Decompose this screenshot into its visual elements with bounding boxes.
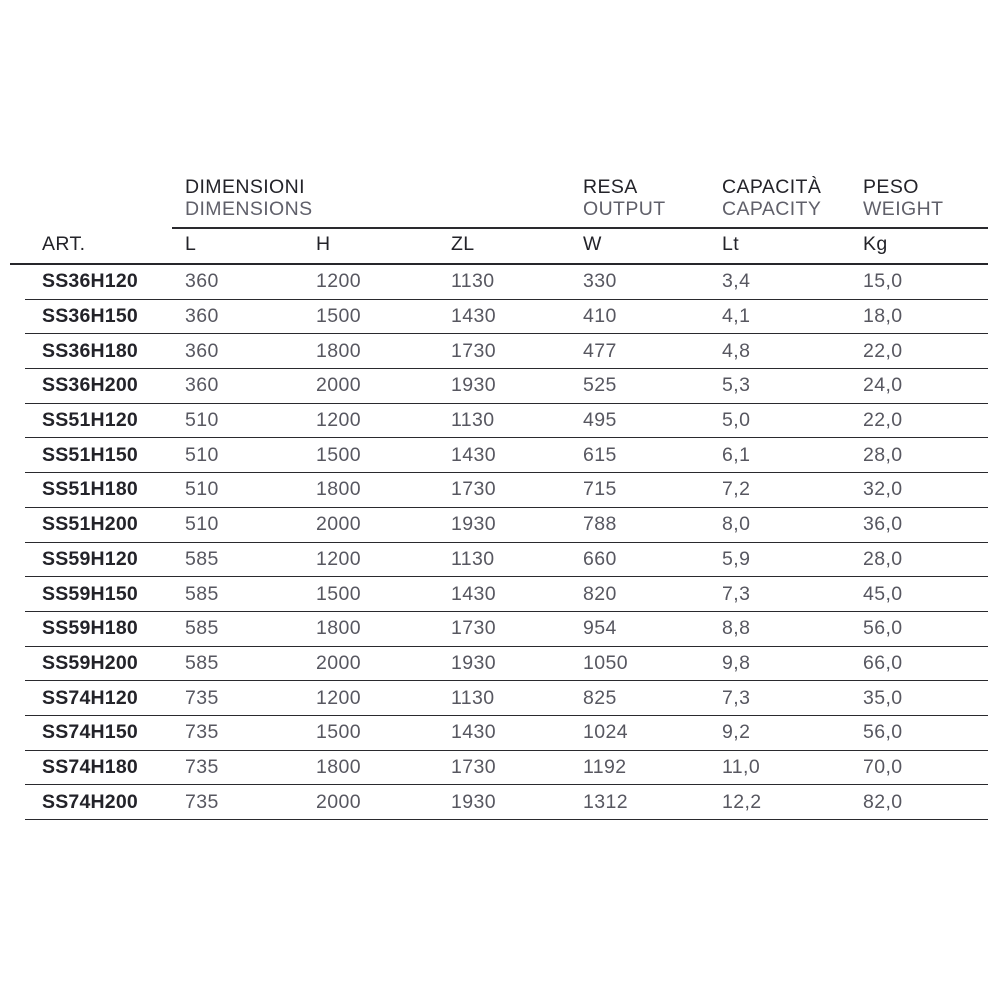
cell-value: 22,0 bbox=[863, 409, 903, 432]
cell-value: 330 bbox=[583, 270, 617, 293]
cell-value: 4,8 bbox=[722, 339, 751, 362]
cell-value: 8,8 bbox=[722, 617, 751, 640]
group-output bbox=[583, 176, 722, 220]
cell-value: 28,0 bbox=[863, 547, 903, 570]
cell-value: 1130 bbox=[451, 686, 495, 709]
cell-value: 1430 bbox=[451, 305, 496, 328]
cell-value: 66,0 bbox=[863, 651, 903, 674]
cell-value: 1800 bbox=[316, 478, 361, 501]
table-row bbox=[25, 300, 988, 335]
table-row bbox=[25, 473, 988, 508]
cell-article-code: SS74H180 bbox=[42, 755, 138, 778]
cell-article-code: SS51H180 bbox=[42, 478, 138, 501]
column-header-kg: Kg bbox=[863, 233, 888, 255]
cell-article-code: SS74H150 bbox=[42, 721, 138, 744]
cell-value: 7,3 bbox=[722, 686, 751, 709]
cell-value: 1430 bbox=[451, 582, 496, 605]
column-header-w: W bbox=[583, 233, 602, 255]
cell-value: 1930 bbox=[451, 790, 496, 813]
cell-value: 360 bbox=[185, 339, 219, 362]
cell-value: 715 bbox=[583, 478, 617, 501]
group-dimensions-label-en: DIMENSIONS bbox=[185, 198, 313, 220]
cell-value: 735 bbox=[185, 755, 219, 778]
cell-value: 585 bbox=[185, 547, 219, 570]
cell-value: 7,3 bbox=[722, 582, 751, 605]
cell-value: 1430 bbox=[451, 721, 496, 744]
cell-value: 1430 bbox=[451, 443, 496, 466]
cell-value: 477 bbox=[583, 339, 617, 362]
cell-value: 56,0 bbox=[863, 721, 903, 744]
cell-article-code: SS59H150 bbox=[42, 582, 138, 605]
cell-value: 1200 bbox=[316, 547, 361, 570]
cell-value: 9,8 bbox=[722, 651, 751, 674]
table-row bbox=[25, 577, 988, 612]
cell-value: 1192 bbox=[583, 755, 627, 778]
group-dimensions bbox=[185, 176, 583, 220]
cell-value: 360 bbox=[185, 270, 219, 293]
cell-value: 82,0 bbox=[863, 790, 903, 813]
cell-value: 18,0 bbox=[863, 305, 903, 328]
table-column-header-row bbox=[10, 233, 988, 265]
cell-value: 1024 bbox=[583, 721, 628, 744]
cell-value: 585 bbox=[185, 651, 219, 674]
cell-value: 1800 bbox=[316, 617, 361, 640]
cell-article-code: SS74H200 bbox=[42, 790, 138, 813]
group-weight-label-en: WEIGHT bbox=[863, 198, 944, 220]
cell-value: 11,0 bbox=[722, 755, 761, 778]
cell-value: 788 bbox=[583, 513, 617, 536]
cell-value: 735 bbox=[185, 686, 219, 709]
group-dimensions-label-it: DIMENSIONI bbox=[185, 176, 305, 198]
cell-value: 56,0 bbox=[863, 617, 903, 640]
cell-value: 6,1 bbox=[722, 443, 751, 466]
cell-value: 1800 bbox=[316, 339, 361, 362]
column-header-art: ART. bbox=[42, 233, 86, 255]
cell-value: 15,0 bbox=[863, 270, 903, 293]
cell-value: 360 bbox=[185, 374, 219, 397]
cell-value: 360 bbox=[185, 305, 219, 328]
group-weight-label-it: PESO bbox=[863, 176, 919, 198]
cell-value: 1930 bbox=[451, 651, 496, 674]
cell-value: 5,3 bbox=[722, 374, 751, 397]
cell-value: 7,2 bbox=[722, 478, 751, 501]
cell-value: 5,0 bbox=[722, 409, 751, 432]
column-header-h: H bbox=[316, 233, 331, 255]
cell-value: 510 bbox=[185, 478, 219, 501]
cell-value: 1200 bbox=[316, 409, 361, 432]
cell-value: 22,0 bbox=[863, 339, 903, 362]
cell-value: 1730 bbox=[451, 617, 496, 640]
column-header-lt: Lt bbox=[722, 233, 740, 255]
cell-value: 24,0 bbox=[863, 374, 903, 397]
cell-value: 825 bbox=[583, 686, 617, 709]
cell-value: 28,0 bbox=[863, 443, 903, 466]
cell-value: 12,2 bbox=[722, 790, 762, 813]
cell-article-code: SS74H120 bbox=[42, 686, 138, 709]
table-row bbox=[25, 647, 988, 682]
table-row bbox=[25, 751, 988, 786]
cell-value: 5,9 bbox=[722, 547, 751, 570]
cell-value: 2000 bbox=[316, 790, 361, 813]
cell-value: 735 bbox=[185, 721, 219, 744]
table-row bbox=[25, 265, 988, 300]
cell-article-code: SS59H180 bbox=[42, 617, 138, 640]
group-weight bbox=[863, 176, 988, 220]
cell-value: 510 bbox=[185, 443, 219, 466]
cell-article-code: SS51H120 bbox=[42, 409, 138, 432]
table-group-header bbox=[172, 176, 988, 229]
cell-value: 1200 bbox=[316, 686, 361, 709]
cell-article-code: SS36H200 bbox=[42, 374, 138, 397]
cell-value: 615 bbox=[583, 443, 617, 466]
cell-value: 1500 bbox=[316, 582, 361, 605]
group-output-label-it: RESA bbox=[583, 176, 638, 198]
table-row bbox=[25, 716, 988, 751]
table-row bbox=[25, 438, 988, 473]
cell-value: 510 bbox=[185, 409, 219, 432]
cell-value: 2000 bbox=[316, 513, 361, 536]
cell-value: 1130 bbox=[451, 270, 495, 293]
cell-value: 1930 bbox=[451, 374, 496, 397]
cell-value: 1500 bbox=[316, 305, 361, 328]
cell-value: 495 bbox=[583, 409, 617, 432]
cell-value: 735 bbox=[185, 790, 219, 813]
cell-value: 585 bbox=[185, 617, 219, 640]
table-row bbox=[25, 404, 988, 439]
cell-value: 9,2 bbox=[722, 721, 751, 744]
cell-value: 510 bbox=[185, 513, 219, 536]
group-capacity bbox=[722, 176, 863, 220]
cell-value: 32,0 bbox=[863, 478, 903, 501]
cell-value: 36,0 bbox=[863, 513, 903, 536]
cell-article-code: SS59H200 bbox=[42, 651, 138, 674]
table-row bbox=[25, 543, 988, 578]
column-header-zl: ZL bbox=[451, 233, 475, 255]
cell-article-code: SS51H200 bbox=[42, 513, 138, 536]
cell-value: 1500 bbox=[316, 443, 361, 466]
cell-value: 585 bbox=[185, 582, 219, 605]
cell-article-code: SS51H150 bbox=[42, 443, 138, 466]
cell-value: 4,1 bbox=[722, 305, 751, 328]
table-row bbox=[25, 508, 988, 543]
cell-value: 1500 bbox=[316, 721, 361, 744]
cell-value: 410 bbox=[583, 305, 617, 328]
cell-value: 2000 bbox=[316, 651, 361, 674]
table-row bbox=[25, 785, 988, 820]
cell-value: 1930 bbox=[451, 513, 496, 536]
cell-value: 70,0 bbox=[863, 755, 903, 778]
group-capacity-label-it: CAPACITÀ bbox=[722, 176, 822, 198]
cell-value: 954 bbox=[583, 617, 617, 640]
column-header-l: L bbox=[185, 233, 197, 255]
cell-value: 660 bbox=[583, 547, 617, 570]
cell-article-code: SS36H180 bbox=[42, 339, 138, 362]
cell-value: 1730 bbox=[451, 339, 496, 362]
cell-article-code: SS36H120 bbox=[42, 270, 138, 293]
cell-value: 8,0 bbox=[722, 513, 751, 536]
table-body bbox=[25, 265, 988, 820]
cell-value: 45,0 bbox=[863, 582, 903, 605]
cell-value: 820 bbox=[583, 582, 617, 605]
cell-value: 1312 bbox=[583, 790, 628, 813]
cell-value: 3,4 bbox=[722, 270, 751, 293]
cell-value: 1130 bbox=[451, 547, 495, 570]
cell-article-code: SS36H150 bbox=[42, 305, 138, 328]
cell-value: 35,0 bbox=[863, 686, 903, 709]
cell-value: 1050 bbox=[583, 651, 628, 674]
table-row bbox=[25, 369, 988, 404]
cell-article-code: SS59H120 bbox=[42, 547, 138, 570]
table-row bbox=[25, 681, 988, 716]
group-output-label-en: OUTPUT bbox=[583, 198, 666, 220]
group-capacity-label-en: CAPACITY bbox=[722, 198, 822, 220]
cell-value: 1800 bbox=[316, 755, 361, 778]
cell-value: 525 bbox=[583, 374, 617, 397]
cell-value: 1730 bbox=[451, 755, 496, 778]
cell-value: 1200 bbox=[316, 270, 361, 293]
cell-value: 1730 bbox=[451, 478, 496, 501]
cell-value: 2000 bbox=[316, 374, 361, 397]
table-row bbox=[25, 612, 988, 647]
table-row bbox=[25, 334, 988, 369]
cell-value: 1130 bbox=[451, 409, 495, 432]
